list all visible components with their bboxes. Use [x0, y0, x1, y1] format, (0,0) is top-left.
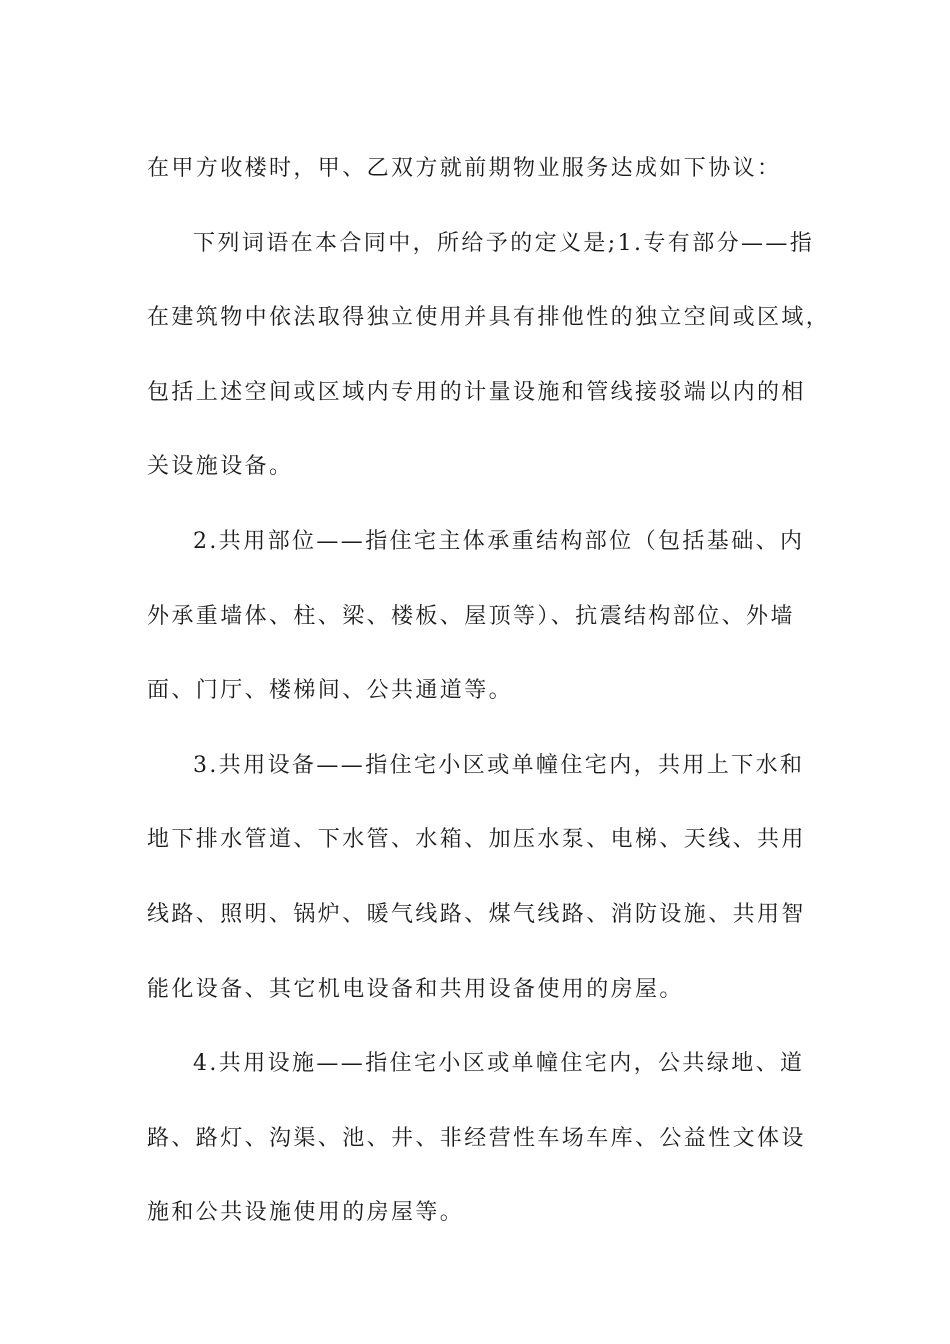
text-line: 3.共用设备——指住宅小区或单幢住宅内，共用上下水和	[193, 752, 805, 778]
text-line: 路、路灯、沟渠、池、井、非经营性车场车库、公益性文体设	[147, 1125, 806, 1151]
text-line: 面、门厅、楼梯间、公共通道等。	[147, 678, 514, 704]
text-line: 包括上述空间或区域内专用的计量设施和管线接驳端以内的相	[147, 379, 806, 405]
text-line: 关设施设备。	[147, 454, 294, 480]
text-line: 4.共用设施——指住宅小区或单幢住宅内，公共绿地、道	[193, 1051, 805, 1077]
text-line: 外承重墙体、柱、梁、楼板、屋顶等）、抗震结构部位、外墙	[147, 603, 795, 629]
text-line: 能化设备、其它机电设备和共用设备使用的房屋。	[147, 976, 684, 1002]
text-line: 2.共用部位——指住宅主体承重结构部位（包括基础、内	[193, 528, 805, 554]
document-body	[147, 132, 831, 1251]
text-line: 线路、照明、锅炉、暖气线路、煤气线路、消防设施、共用智	[147, 901, 806, 927]
text-line: 在甲方收楼时，甲、乙双方就前期物业服务达成如下协议：	[147, 156, 782, 181]
text-line: 下列词语在本合同中，所给予的定义是;1.专有部分——指	[193, 230, 815, 256]
text-line: 在建筑物中依法取得独立使用并具有排他性的独立空间或区域，	[147, 305, 831, 331]
text-line: 施和公共设施使用的房屋等。	[147, 1200, 465, 1226]
text-line: 地下排水管道、下水管、水箱、加压水泵、电梯、天线、共用	[147, 827, 806, 853]
